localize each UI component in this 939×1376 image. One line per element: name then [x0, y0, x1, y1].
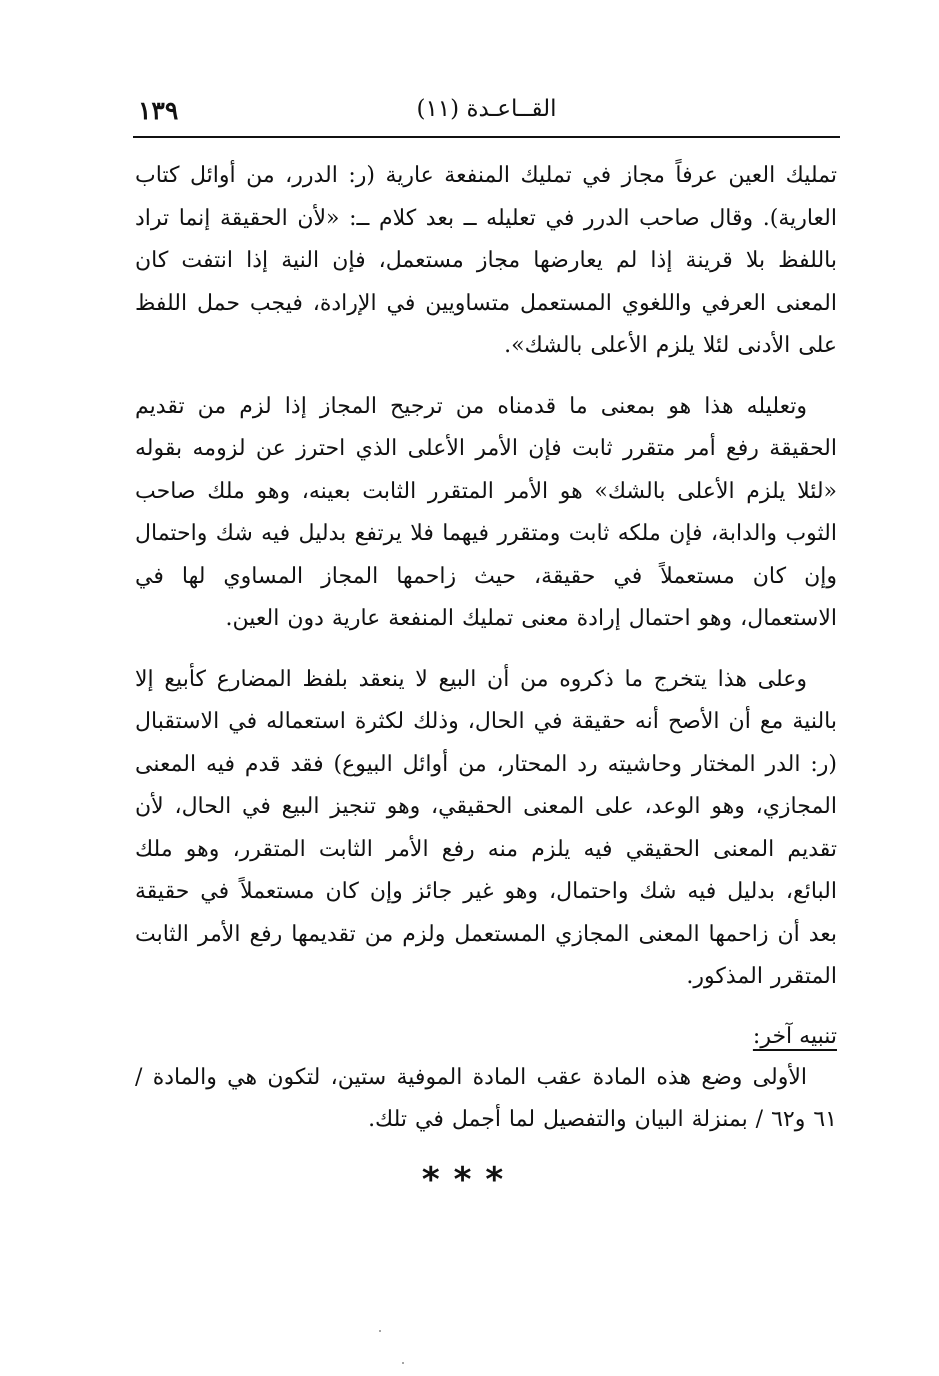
running-title: القــاعـدة (١١): [416, 96, 557, 122]
paragraph-3: وعلى هذا يتخرج ما ذكروه من أن البيع لا ينعقد بلفظ المضارع كأبيع إلا بالنية مع أن الأصح أنه حقيقة في الحال، وذلك لكثرة استعماله في الاستقبال (ر: الدر المختار وحاشيته رد المحتار، من أوائل البيوع) فقد قدم فيه المعنى المجازي، وهو الوعد، على المعنى الحقيقي، وهو تنجيز البيع في الحال، لأن تقديم المعنى الحقيقي فيه يلزم منه رفع الأمر الثابت المتقرر، وهو ملك البائع، بدليل فيه شك واحتمال، وهو غير جائز وإن كان مستعملاً في حقيقة بعد أن زاحمها المعنى المجازي المستعمل ولزم من تقديمها رفع الأمر الثابت المتقرر المذكور.: [135, 666, 837, 989]
paragraph-1: تمليك العين عرفاً مجاز في تمليك المنفعة عارية (ر: الدرر، من أوائل كتاب العارية). وقال صاحب الدرر في تعليله ــ بعد كلام ــ: «لأن الحقيقة إنما تراد باللفظ بلا قرينة إذا لم يعارضها مجاز مستعمل، فإن النية إذا انتفت كان المعنى العرفي واللغوي المستعمل متساويين في الإرادة، فيجب حمل اللفظ على الأدنى لئلا يلزم الأعلى بالشك».: [135, 163, 837, 358]
scan-speck: [402, 1362, 404, 1364]
scan-speck: [379, 1330, 381, 1332]
note-text: الأولى وضع هذه المادة عقب المادة الموفية ستين، لتكون هي والمادة / ٦١ و٦٢ / بمنزلة البيان والتفصيل لما أجمل في تلك.: [135, 1064, 837, 1132]
section-separator: ***: [421, 1160, 518, 1200]
note-heading: تنبيه آخر:: [752, 1023, 837, 1049]
paragraph-2: وتعليله هذا هو بمعنى ما قدمناه من ترجيح المجاز إذا لزم من تقديم الحقيقة رفع أمر متقرر ثابت فإن الأمر الأعلى الذي احترز عن لزومه بقوله «لئلا يلزم الأعلى بالشك» هو الأمر المتقرر الثابت بعينه، وهو ملك صاحب الثوب والدابة، فإن ملكه ثابت ومتقرر فيهما فلا يرتفع بدليل فيه شك واحتمال وإن كان مستعملاً في حقيقة، حيث زاحمها المجاز المساوي لها في الاستعمال، وهو احتمال إرادة معنى تمليك المنفعة عارية دون العين.: [135, 393, 837, 631]
note-heading-container: [135, 999, 837, 1057]
header-divider: [133, 136, 840, 138]
page-number: ١٣٩: [138, 96, 179, 125]
page-header: [138, 92, 835, 132]
page-body: [135, 155, 837, 1142]
